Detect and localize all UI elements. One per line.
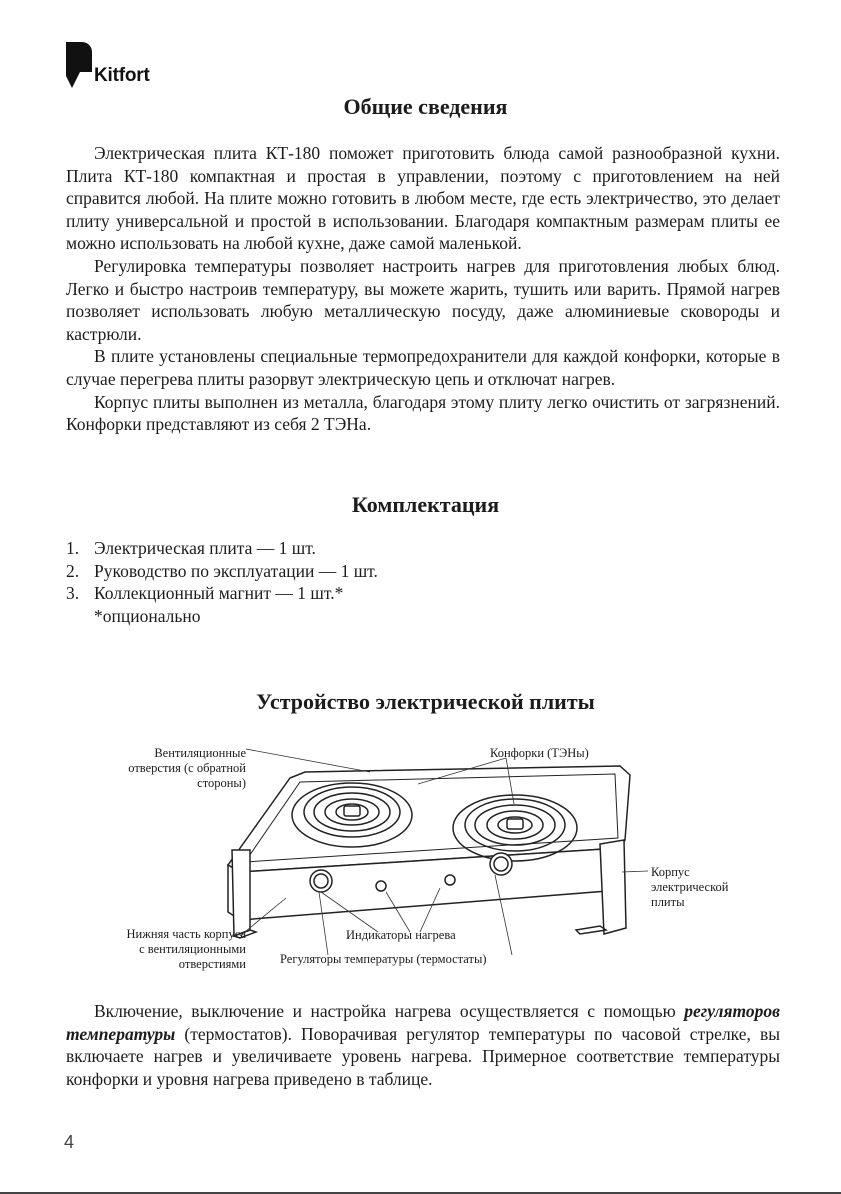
section-title-kit: Комплектация	[351, 492, 500, 517]
brand-name: Kitfort	[94, 65, 150, 86]
label-line: стороны)	[197, 776, 246, 790]
label-line: отверстиями	[178, 957, 246, 971]
label-bottom	[100, 927, 246, 972]
paragraph: Регулировка температуры позволяет настроить нагрев для приготовления любых блюд. Легко и быстро настроив температуру, вы можете жарить, тушить или варить. Прямой нагрев позволяет использовать любую металлическую посуду, даже алюминиевые сковороды и кастрюли.	[66, 255, 780, 344]
page-number: 4	[64, 1132, 75, 1152]
label-indicators: Индикаторы нагрева	[346, 928, 456, 942]
list-number: 2.	[66, 560, 80, 581]
paragraph: В плите установлены специальные термопредохранители для каждой конфорки, которые в случае перегрева плиты разорвут электрическую цепь и отключат нагрев.	[66, 346, 780, 389]
label-line: Корпус	[651, 865, 690, 879]
paragraph	[66, 1000, 780, 1090]
label-regulators: Регуляторы температуры (термостаты)	[280, 952, 487, 966]
kitfort-logo	[66, 42, 150, 88]
paragraph: Корпус плиты выполнен из металла, благодаря этому плиту легко очистить от загрязнений. Конфорки представляют из себя 2 ТЭНа.	[66, 391, 780, 435]
label-line: плиты	[651, 895, 685, 909]
usage-text	[66, 1000, 780, 1090]
section-title-general: Общие сведения	[343, 94, 508, 119]
list-text: Коллекционный магнит — 1 шт.*	[94, 583, 344, 604]
label-body	[651, 865, 728, 910]
text-run: (термостатов). Поворачивая регулятор температуры по часовой стрелке, вы включаете нагрев и увеличиваете уровень нагрева. Примерное соответствие температуры конфорки и уровня нагрева приведено в таблице.	[66, 1023, 780, 1089]
list-number: 1.	[66, 538, 80, 558]
section-title-device: Устройство электрической плиты	[256, 689, 595, 714]
label-line: с вентиляционными	[139, 942, 246, 956]
list-item	[66, 582, 566, 605]
label-line: Нижняя часть корпуса	[126, 927, 246, 941]
emphasis-text: регуляторов температуры	[66, 1001, 780, 1044]
label-burners: Конфорки (ТЭНы)	[490, 746, 589, 760]
list-item	[66, 537, 566, 560]
kitfort-logo-icon	[66, 42, 92, 88]
text-run: Включение, выключение и настройка нагрева осуществляется с помощью	[94, 1001, 685, 1021]
paragraph: Электрическая плита КТ-180 поможет приготовить блюда самой разнообразной кухни. Плита КТ-180 компактная и простая в управлении, поэтому с приготовлением на ней справится любой. На плите можно готовить в любом месте, где есть электричество, это делает плиту универсальной и простой в использовании. Благодаря компактным размерам плиты ее можно использовать на любой кухне, даже самой маленькой.	[66, 143, 780, 254]
kit-list	[66, 537, 566, 627]
list-text: Электрическая плита — 1 шт.	[94, 538, 316, 558]
label-vents	[100, 746, 246, 791]
label-line: Вентиляционные	[154, 746, 246, 760]
kit-note: *опционально	[94, 605, 201, 626]
list-number: 3.	[66, 583, 80, 604]
stove-diagram	[100, 740, 760, 980]
list-text: Руководство по эксплуатации — 1 шт.	[94, 560, 378, 581]
general-text	[66, 142, 780, 436]
label-line: электрической	[651, 880, 729, 894]
label-line: отверстия (с обратной	[128, 761, 246, 775]
list-item	[66, 560, 566, 583]
